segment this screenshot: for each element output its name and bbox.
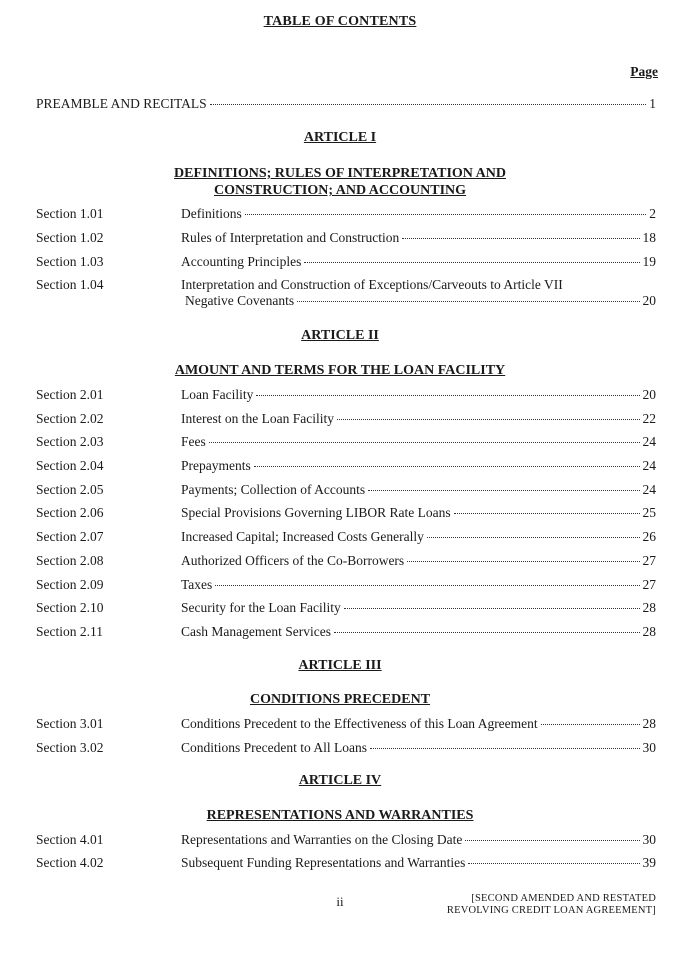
dot-leader [334,632,640,633]
section-number: Section 1.04 [36,277,104,292]
section-page: 20 [642,293,656,308]
preamble-page: 1 [649,96,656,111]
dot-leader [245,214,647,215]
toc-entry[interactable] [0,716,680,736]
section-number: Section 3.02 [36,740,104,755]
toc-entry[interactable] [0,855,680,875]
toc-entry[interactable] [0,387,680,407]
section-number: Section 2.11 [36,624,103,639]
section-page: 27 [642,577,656,592]
section-title: Accounting Principles [181,254,302,269]
section-page: 20 [642,387,656,402]
article-number: ARTICLE IV [298,773,382,788]
toc-entry[interactable] [0,254,680,274]
section-page: 25 [642,505,656,520]
toc-entry[interactable] [0,624,680,644]
section-title: Subsequent Funding Representations and Warranties [181,855,466,870]
toc-entry[interactable] [0,411,680,431]
section-number: Section 1.01 [36,206,104,221]
section-number: Section 4.01 [36,832,104,847]
section-title: Conditions Precedent to the Effectiveness of this Loan Agreement [181,716,538,731]
dot-leader [304,262,639,263]
section-title: Authorized Officers of the Co-Borrowers [181,553,405,568]
article-number: ARTICLE II [301,328,379,343]
section-page: 27 [642,553,656,568]
preamble-label: PREAMBLE AND RECITALS [36,96,207,111]
section-title: Prepayments [181,458,251,473]
dot-leader [254,466,640,467]
preamble-entry[interactable] [36,96,656,112]
article-1-subheading [0,165,680,199]
dot-leader [454,513,640,514]
toc-title: TABLE OF CONTENTS [263,14,417,29]
footer-doc-line: REVOLVING CREDIT LOAN AGREEMENT] [446,905,656,916]
section-title: Representations and Warranties on the Closing Date [181,832,463,847]
section-title: Interest on the Loan Facility [181,411,334,426]
toc-entry[interactable] [0,277,680,317]
section-page: 24 [642,458,656,473]
article-heading-line: REPRESENTATIONS AND WARRANTIES [206,808,474,823]
toc-entry[interactable] [0,458,680,478]
section-number: Section 2.08 [36,553,104,568]
section-number: Section 2.04 [36,458,104,473]
section-number: Section 2.10 [36,600,104,615]
section-title: Special Provisions Governing LIBOR Rate Loans [181,505,451,520]
section-page: 24 [642,434,656,449]
toc-entry[interactable] [0,230,680,250]
section-title: Cash Management Services [181,624,331,639]
footer-doc-line: [SECOND AMENDED AND RESTATED [471,893,656,904]
article-1-heading [0,130,680,146]
section-number: Section 2.07 [36,529,104,544]
dot-leader [541,724,640,725]
section-page: 26 [642,529,656,544]
section-page: 30 [642,832,656,847]
page-column-label: Page [630,64,658,79]
section-page: 22 [642,411,656,426]
section-page: 28 [642,716,656,731]
section-title: Fees [181,434,206,449]
section-page: 28 [642,600,656,615]
section-title: Security for the Loan Facility [181,600,341,615]
section-title: Increased Capital; Increased Costs Generally [181,529,424,544]
section-number: Section 1.03 [36,254,104,269]
dot-leader [368,490,639,491]
section-title: Taxes [181,577,213,592]
section-page: 28 [642,624,656,639]
article-2-subheading [0,362,680,379]
section-page: 39 [642,855,656,870]
section-title: Definitions [181,206,242,221]
article-heading-line: CONSTRUCTION; AND ACCOUNTING [213,183,467,198]
section-number: Section 2.06 [36,505,104,520]
section-number: Section 2.05 [36,482,104,497]
section-number: Section 2.03 [36,434,104,449]
dot-leader [256,395,639,396]
dot-leader [297,301,639,302]
dot-leader [407,561,639,562]
dot-leader [427,537,640,538]
article-2-heading [0,328,680,344]
section-title: Conditions Precedent to All Loans [181,740,367,755]
dot-leader [465,840,639,841]
toc-entry[interactable] [0,206,680,226]
section-page: 18 [642,230,656,245]
section-title: Payments; Collection of Accounts [181,482,366,497]
section-title-continued: Negative Covenants [185,293,295,308]
toc-entry[interactable] [0,740,680,760]
section-number: Section 3.01 [36,716,104,731]
footer-document-name [447,893,656,917]
dot-leader [344,608,640,609]
dot-leader [402,238,639,239]
article-heading-line: CONDITIONS PRECEDENT [249,692,431,707]
toc-entry[interactable] [0,832,680,852]
article-4-subheading [0,807,680,824]
section-page: 2 [649,206,656,221]
section-page: 24 [642,482,656,497]
section-page: 19 [642,254,656,269]
toc-entry[interactable] [0,434,680,454]
dot-leader [370,748,640,749]
section-number: Section 4.02 [36,855,104,870]
dot-leader [210,104,647,105]
section-number: Section 2.09 [36,577,104,592]
article-4-heading [0,773,680,789]
article-3-subheading [0,691,680,708]
section-number: Section 1.02 [36,230,104,245]
toc-entry[interactable] [0,482,680,502]
dot-leader [215,585,639,586]
toc-entry[interactable] [0,553,680,573]
toc-entry[interactable] [0,505,680,525]
section-title: Rules of Interpretation and Construction [181,230,400,245]
article-number: ARTICLE III [298,658,382,673]
section-title: Interpretation and Construction of Exceptions/Carveouts to Article VII [181,277,563,292]
section-page: 30 [642,740,656,755]
toc-entry[interactable] [0,577,680,597]
section-title: Loan Facility [181,387,254,402]
article-heading-line: AMOUNT AND TERMS FOR THE LOAN FACILITY [174,363,506,378]
section-number: Section 2.02 [36,411,104,426]
dot-leader [209,442,640,443]
article-3-heading [0,658,680,674]
dot-leader [468,863,639,864]
toc-entry[interactable] [0,600,680,620]
article-number: ARTICLE I [303,130,377,145]
toc-entry[interactable] [0,529,680,549]
footer-page-number: ii [336,894,344,909]
article-heading-line: DEFINITIONS; RULES OF INTERPRETATION AND [174,166,506,181]
section-number: Section 2.01 [36,387,104,402]
dot-leader [337,419,640,420]
